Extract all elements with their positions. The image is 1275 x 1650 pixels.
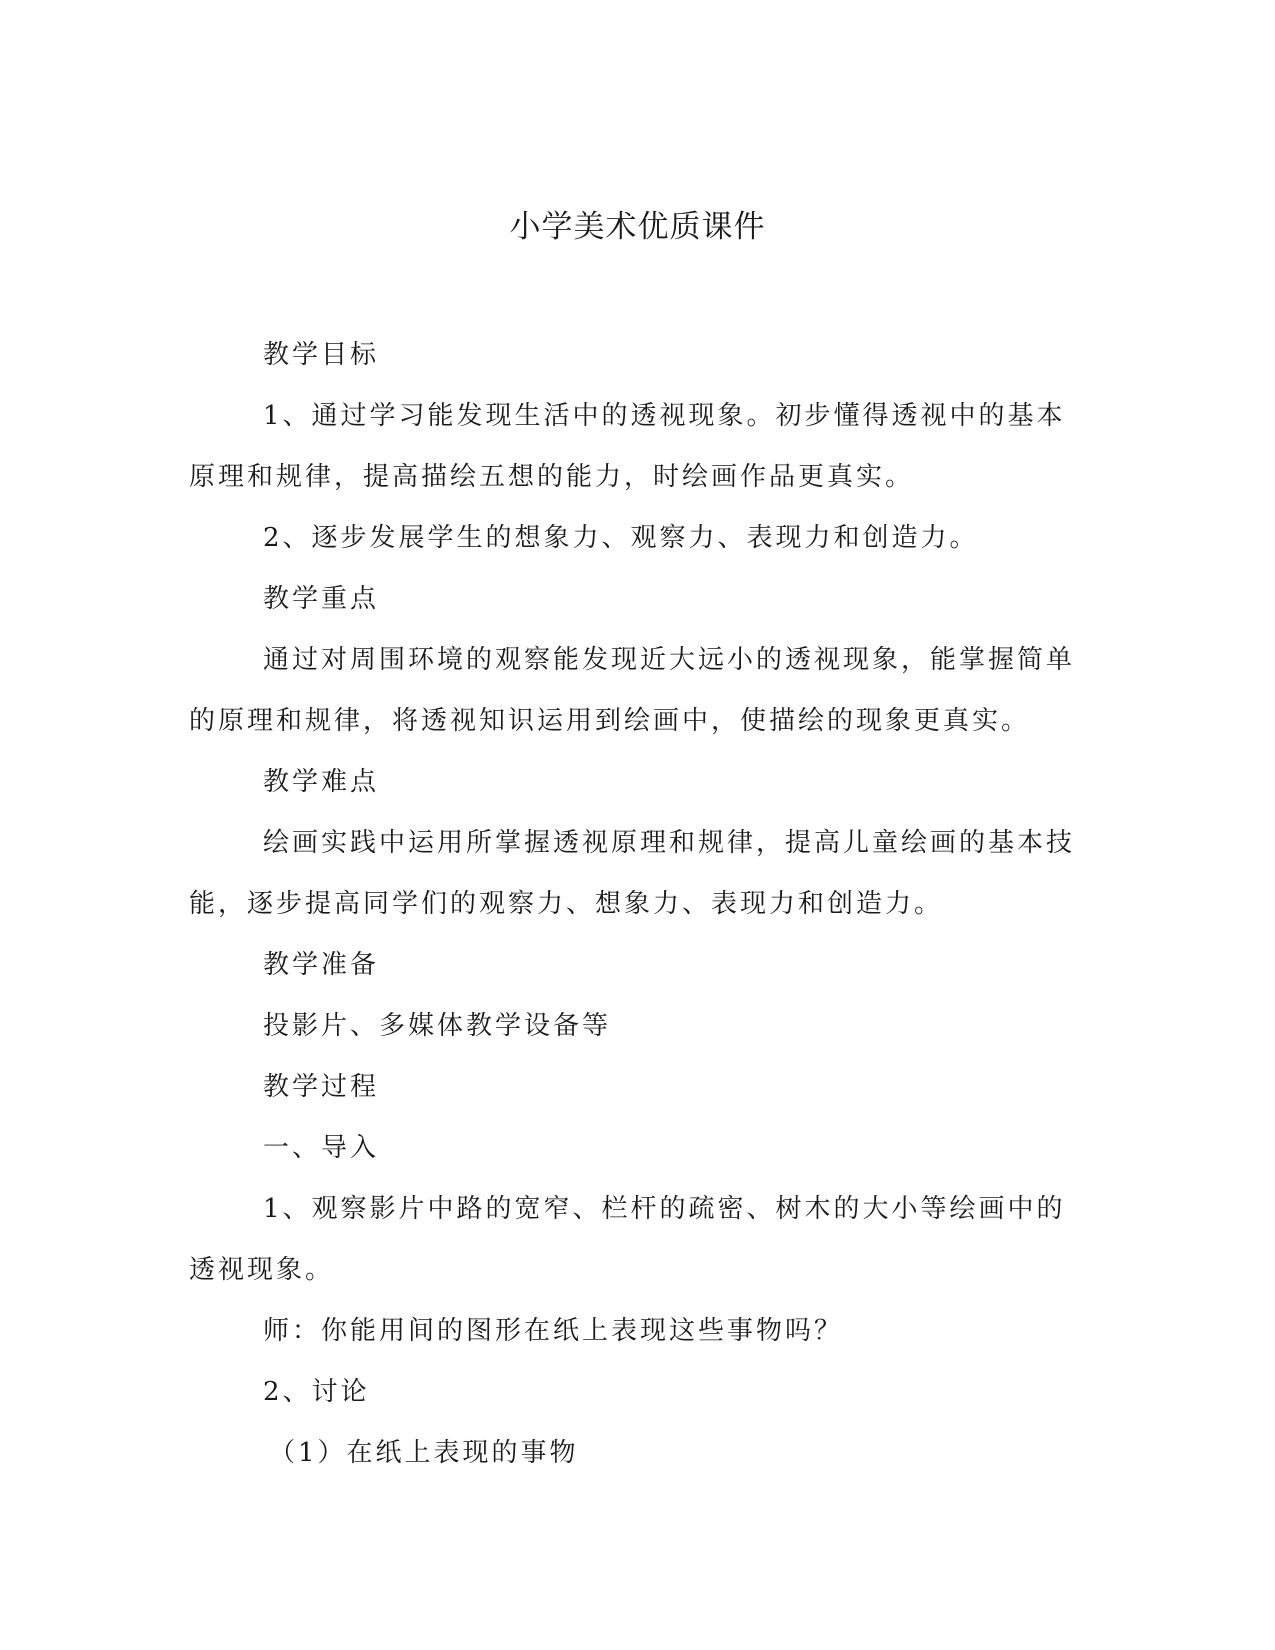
teaching-difficulty-text: 绘画实践中运用所掌握透视原理和规律，提高儿童绘画的基本技能，逐步提高同学们的观察力、想象力、表现力和创造力。 <box>189 828 1076 919</box>
introduction-step-1: 1、观察影片中路的宽窄、栏杆的疏密、树木的大小等绘画中的透视现象。 <box>189 1194 1066 1285</box>
heading-teaching-process: 教学过程 <box>263 1072 380 1102</box>
document-body <box>189 325 1079 1484</box>
objective-2: 2、逐步发展学生的想象力、观察力、表现力和创造力。 <box>263 523 979 553</box>
heading-teaching-objectives: 教学目标 <box>263 340 380 370</box>
discussion-item-1: （1）在纸上表现的事物 <box>269 1438 579 1468</box>
teacher-question: 师：你能用间的图形在纸上表现这些事物吗？ <box>263 1316 844 1346</box>
introduction-step-2: 2、讨论 <box>263 1377 370 1407</box>
heading-teaching-difficulty: 教学难点 <box>263 767 380 797</box>
document-title: 小学美术优质课件 <box>509 209 766 245</box>
section-introduction: 一、导入 <box>263 1133 380 1163</box>
heading-teaching-focus: 教学重点 <box>263 584 380 614</box>
objective-1: 1、通过学习能发现生活中的透视现象。初步懂得透视中的基本原理和规律，提高描绘五想的能力，时绘画作品更真实。 <box>189 401 1066 492</box>
heading-teaching-preparation: 教学准备 <box>263 950 380 980</box>
teaching-preparation-text: 投影片、多媒体教学设备等 <box>263 1011 612 1041</box>
teaching-focus-text: 通过对周围环境的观察能发现近大远小的透视现象，能掌握简单的原理和规律，将透视知识运用到绘画中，使描绘的现象更真实。 <box>189 645 1076 736</box>
